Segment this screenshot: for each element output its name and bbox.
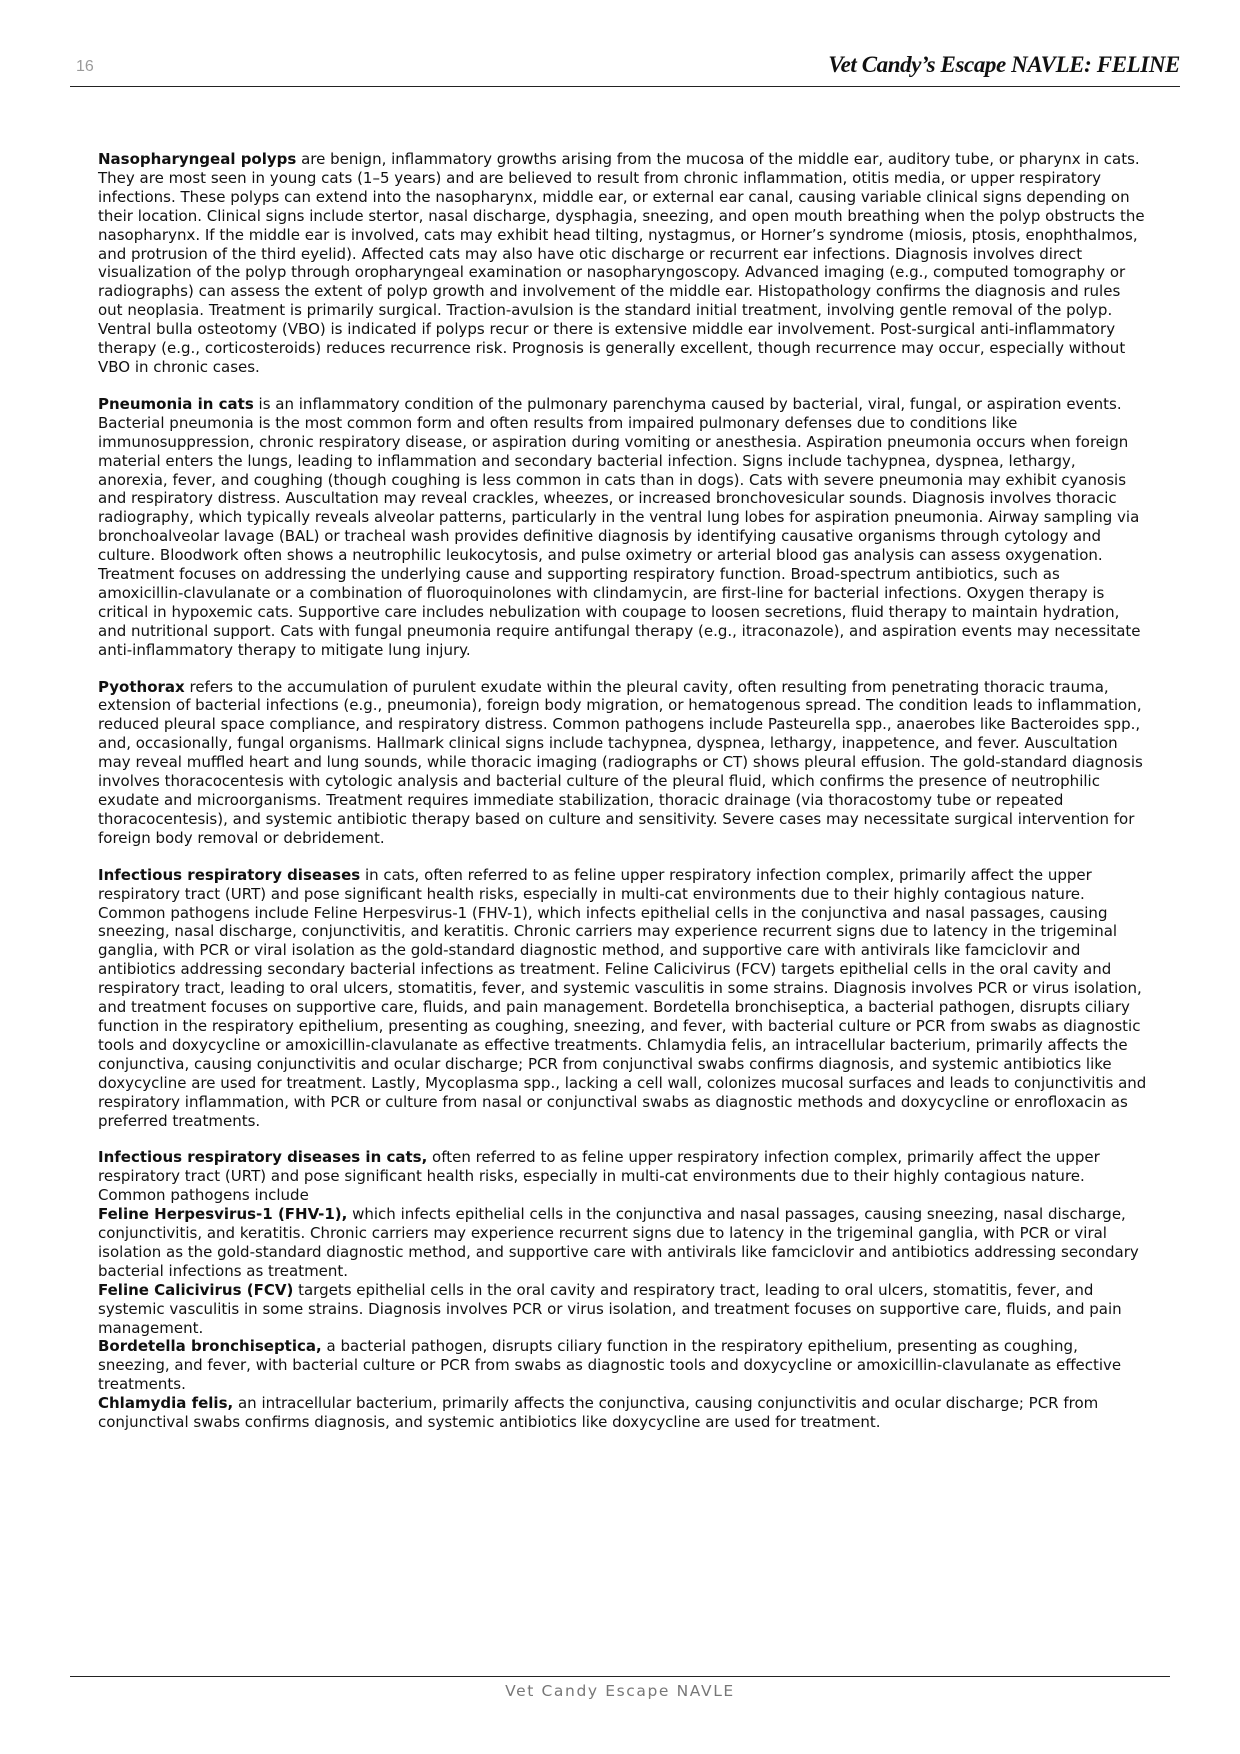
pathogen-term: Feline Herpesvirus-1 (FHV-1), (98, 1205, 348, 1224)
paragraph-term: Infectious respiratory diseases (98, 865, 361, 884)
page-header (70, 50, 1180, 86)
paragraph-text: refers to the accumulation of purulent exudate within the pleural cavity, often resulting from penetrating thoracic trauma, extension of bacterial infections (e.g., pneumonia), foreign body migration, or hematogenous spread. The condition leads to inflammation, reduced pleural space compliance, and respiratory distress. Common pathogens include Pasteurella spp., anaerobes like Bacteroides spp., and, occasionally, fungal organisms. Hallmark clinical signs include tachypnea, dyspnea, lethargy, inappetence, and fever. Auscultation may reveal muffled heart and lung sounds, while thoracic imaging (radiographs or CT) shows pleural effusion. The gold-standard diagnosis involves thoracocentesis with cytologic analysis and bacterial culture of the pleural fluid, which confirms the presence of neutrophilic exudate and microorganisms. Treatment requires immediate stabilization, thoracic drainage (via thoracostomy tube or repeated thoracocentesis), and systemic antibiotic therapy based on culture and sensitivity. Severe cases may necessitate surgical intervention for foreign body removal or debridement. (98, 677, 1143, 847)
summary-text: often referred to as feline upper respiratory infection complex, primarily affect the upper respiratory tract (URT) and pose significant health risks, especially in multi-cat environments due to their highly contagious nature. (98, 1148, 1100, 1186)
paragraph-pneumonia (98, 395, 1148, 660)
paragraph-term: Pyothorax (98, 677, 185, 696)
paragraph-term: Pneumonia in cats (98, 394, 254, 413)
paragraph-infectious-respiratory-diseases (98, 866, 1148, 1131)
pathogen-term: Feline Calicivirus (FCV) (98, 1280, 294, 1299)
pathogen-item-chlamydia (98, 1394, 1148, 1432)
paragraph-nasopharyngeal-polyps (98, 150, 1148, 377)
book-title: Vet Candy’s Escape NAVLE: FELINE (828, 52, 1180, 77)
footer-text: Vet Candy Escape NAVLE (505, 1682, 735, 1700)
paragraph-text: in cats, often referred to as feline upper respiratory infection complex, primarily affect the upper respiratory tract (URT) and pose significant health risks, especially in multi-cat environments due to their highly contagious nature. Common pathogens include Feline Herpesvirus-1 (FHV-1), which infects epithelial cells in the conjunctiva and nasal passages, causing sneezing, nasal discharge, conjunctivitis, and keratitis. Chronic carriers may experience recurrent signs due to latency in the trigeminal ganglia, with PCR or viral isolation as the gold-standard diagnostic method, and supportive care with antivirals like famciclovir and antibiotics addressing secondary bacterial infections as treatment. Feline Calicivirus (FCV) targets epithelial cells in the oral cavity and respiratory tract, leading to oral ulcers, stomatitis, fever, and systemic vasculitis in some strains. Diagnosis involves PCR or virus isolation, and treatment focuses on supportive care, fluids, and pain management. Bordetella bronchiseptica, a bacterial pathogen, disrupts ciliary function in the respiratory epithelium, presenting as coughing, sneezing, and fever, with bacterial culture or PCR from swabs as diagnostic tools and doxycycline or amoxicillin-clavulanate as effective treatments. Chlamydia felis, an intracellular bacterium, primarily affects the conjunctiva, causing conjunctivitis and ocular discharge; PCR from conjunctival swabs confirms diagnosis, and systemic antibiotics like doxycycline are used for treatment. Lastly, Mycoplasma spp., lacking a cell wall, colonizes mucosal surfaces and leads to conjunctivitis and respiratory inflammation, with PCR or culture from nasal or conjunctival swabs as diagnostic methods and doxycycline or enrofloxacin as preferred treatments. (98, 865, 1147, 1130)
summary-section (98, 1148, 1148, 1432)
pathogen-item-fhv1 (98, 1205, 1148, 1281)
paragraph-pyothorax (98, 678, 1148, 848)
page-number: 16 (76, 58, 94, 75)
pathogen-text: targets epithelial cells in the oral cavity and respiratory tract, leading to oral ulcers, stomatitis, fever, and systemic vasculitis in some strains. Diagnosis involves PCR or virus isolation, and treatment focuses on supportive care, fluids, and pain management. (98, 1280, 1122, 1337)
pathogen-item-bordetella (98, 1337, 1148, 1394)
footer-divider (70, 1676, 1170, 1677)
pathogen-text: which infects epithelial cells in the conjunctiva and nasal passages, causing sneezing, nasal discharge, conjunctivitis, and keratitis. Chronic carriers may experience recurrent signs due to latency in the trigeminal ganglia, with PCR or viral isolation as the gold-standard diagnostic method, and supportive care with antivirals like famciclovir and antibiotics addressing secondary bacterial infections as treatment. (98, 1205, 1139, 1280)
header-divider (70, 86, 1180, 87)
summary-term: Infectious respiratory diseases in cats, (98, 1148, 428, 1167)
paragraph-text: is an inflammatory condition of the pulmonary parenchyma caused by bacterial, viral, fungal, or aspiration events. Bacterial pneumonia is the most common form and often results from impaired pulmonary defenses due to conditions like immunosuppression, chronic respiratory disease, or aspiration during vomiting or anesthesia. Aspiration pneumonia occurs when foreign material enters the lungs, leading to inflammation and secondary bacterial infection. Signs include tachypnea, dyspnea, lethargy, anorexia, fever, and coughing (though coughing is less common in cats than in dogs). Cats with severe pneumonia may exhibit cyanosis and respiratory distress. Auscultation may reveal crackles, wheezes, or increased bronchovesicular sounds. Diagnosis involves thoracic radiography, which typically reveals alveolar patterns, particularly in the ventral lung lobes for aspiration pneumonia. Airway sampling via bronchoalveolar lavage (BAL) or tracheal wash provides definitive diagnosis by identifying causative organisms through cytology and culture. Bloodwork often shows a neutrophilic leukocytosis, and pulse oximetry or arterial blood gas analysis can assess oxygenation. Treatment focuses on addressing the underlying cause and supporting respiratory function. Broad-spectrum antibiotics, such as amoxicillin-clavulanate or a combination of fluoroquinolones with clindamycin, are first-line for bacterial infections. Oxygen therapy is critical in hypoxemic cats. Supportive care includes nebulization with coupage to loosen secretions, fluid therapy to maintain hydration, and nutritional support. Cats with fungal pneumonia require antifungal therapy (e.g., itraconazole), and aspiration events may necessitate anti-inflammatory therapy to mitigate lung injury. (98, 394, 1141, 659)
page-body (98, 150, 1148, 1450)
pathogen-term: Chlamydia felis, (98, 1394, 234, 1413)
pathogens-intro: Common pathogens include (98, 1186, 309, 1205)
paragraph-text: are benign, inflammatory growths arising from the mucosa of the middle ear, auditory tube, or pharynx in cats. They are most seen in young cats (1–5 years) and are believed to result from chronic inflammation, otitis media, or upper respiratory infections. These polyps can extend into the nasopharynx, middle ear, or external ear canal, causing variable clinical signs depending on their location. Clinical signs include stertor, nasal discharge, dysphagia, sneezing, and open mouth breathing when the polyp obstructs the nasopharynx. If the middle ear is involved, cats may exhibit head tilting, nystagmus, or Horner’s syndrome (miosis, ptosis, enophthalmos, and protrusion of the third eyelid). Affected cats may also have otic discharge or recurrent ear infections. Diagnosis involves direct visualization of the polyp through oropharyngeal examination or nasopharyngoscopy. Advanced imaging (e.g., computed tomography or radiographs) can assess the extent of polyp growth and involvement of the middle ear. Histopathology confirms the diagnosis and rules out neoplasia. Treatment is primarily surgical. Traction-avulsion is the standard initial treatment, involving gentle removal of the polyp. Ventral bulla osteotomy (VBO) is indicated if polyps recur or there is extensive middle ear involvement. Post-surgical anti-inflammatory therapy (e.g., corticosteroids) reduces recurrence risk. Prognosis is generally excellent, though recurrence may occur, especially without VBO in chronic cases. (98, 150, 1145, 376)
pathogen-text: a bacterial pathogen, disrupts ciliary function in the respiratory epithelium, presenting as coughing, sneezing, and fever, with bacterial culture or PCR from swabs as diagnostic tools and doxycycline or amoxicillin-clavulanate as effective treatments. (98, 1337, 1122, 1394)
pathogen-text: an intracellular bacterium, primarily affects the conjunctiva, causing conjunctivitis and ocular discharge; PCR from conjunctival swabs confirms diagnosis, and systemic antibiotics like doxycycline are used for treatment. (98, 1394, 1099, 1432)
pathogen-term: Bordetella bronchiseptica, (98, 1337, 322, 1356)
pathogen-item-fcv (98, 1281, 1148, 1338)
paragraph-term: Nasopharyngeal polyps (98, 150, 297, 168)
